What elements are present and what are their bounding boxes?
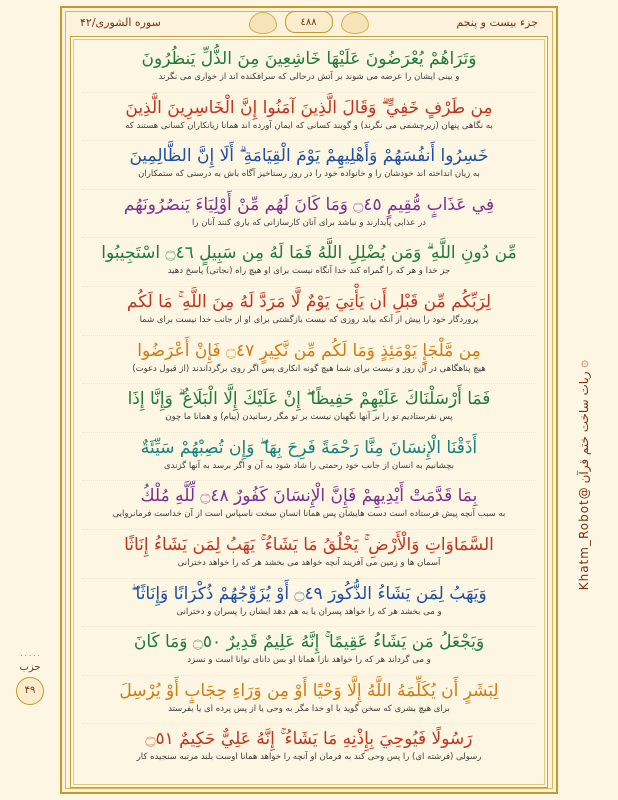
channel-name: ربات ساخت ختم قرآن @Khatm_Robot — [577, 371, 591, 591]
farsi-translation: آسمان ها و زمین می آفریند آنچه خواهد می بخشد هر که را خواهد دخترانی — [177, 557, 441, 568]
farsi-translation: پس نفرستادیم تو را بر آنها نگهبان نیست بر تو مگر رسانیدن (پیام) و همانا ما چون — [165, 412, 453, 423]
quran-line — [82, 481, 536, 530]
farsi-translation: جز خدا و هر که را گمراه کند خدا آنگاه نیست برای او هیچ راه (نجاتی) پاسخ دهید — [167, 266, 451, 277]
farsi-translation: به سبب آنچه پیش فرستاده است دست هایشان پس همانا انسان سخت ناسپاس است از آن خداست فرمانروایی — [112, 509, 506, 520]
arabic-text: وَيَهَبُ لِمَن يَشَاءُ الذُّكُورَ ۝٤٩ أَوْ يُزَوِّجُهُمْ ذُكْرَانًا وَإِنَاثًا ۖ — [131, 583, 487, 604]
farsi-translation: و می بخشد هر که را خواهد پسران یا به هم دهد ایشان را پسران و دخترانی — [176, 606, 442, 617]
hizb-dots: ۰۰۰۰۰ — [19, 651, 41, 660]
quran-line — [82, 579, 536, 628]
page-number: ٤٨٨ — [285, 11, 333, 33]
quran-line — [82, 433, 536, 482]
quran-line — [82, 627, 536, 676]
arabic-text: مِن طَرْفٍ خَفِيٍّ ۗ وَقَالَ الَّذِينَ آمَنُوا إِنَّ الْخَاسِرِينَ الَّذِينَ — [125, 97, 493, 118]
quran-line — [82, 724, 536, 772]
arabic-text: لِرَبِّكُم مِّن قَبْلِ أَن يَأْتِيَ يَوْمٌ لَّا مَرَدَّ لَهُ مِنَ اللَّهِ ۚ مَا لَكُم — [126, 291, 492, 312]
hizb-badge — [4, 650, 56, 705]
arabic-text: لِبَشَرٍ أَن يُكَلِّمَهُ اللَّهُ إِلَّا وَحْيًا أَوْ مِن وَرَاءِ حِجَابٍ أَوْ يُرْسِلَ — [119, 680, 499, 701]
quran-line — [82, 238, 536, 287]
arabic-text: خَسِرُوا أَنفُسَهُمْ وَأَهْلِيهِمْ يَوْمَ الْقِيَامَةِ ۗ أَلَا إِنَّ الظَّالِمِينَ — [129, 146, 489, 167]
farsi-translation: به زیان انداخته اند خودشان را و خانواده خود را در روز رستاخیز آگاه باش به درستی که ستمکاران — [138, 169, 480, 180]
quran-line — [82, 44, 536, 93]
page-number-ornament — [249, 9, 369, 35]
channel-watermark — [576, 360, 604, 590]
farsi-translation: هیچ پناهگاهی در آن روز و نیست برای شما هیچ گونه انکاری پس اگر روی برگرداندند (از قبول دعوت) — [132, 363, 486, 374]
quran-line — [82, 530, 536, 579]
arabic-text: وَيَجْعَلُ مَن يَشَاءُ عَقِيمًا ۚ إِنَّهُ عَلِيمٌ قَدِيرٌ ۝٥٠ وَمَا كَانَ — [133, 632, 485, 653]
quran-line — [82, 287, 536, 336]
arabic-text: السَّمَاوَاتِ وَالْأَرْضِ ۚ يَخْلُقُ مَا يَشَاءُ ۚ يَهَبُ لِمَن يَشَاءُ إِنَاثًا — [124, 534, 494, 555]
farsi-translation: و می گرداند هر که را خواهد نازا همانا او بس دانای توانا است و نسزد — [187, 655, 431, 666]
farsi-translation: در عذابی پایدارند و نباشد برای آنان کارسازانی که یاری کنند آنان را — [192, 217, 426, 228]
arabic-text: فَمَا أَرْسَلْنَاكَ عَلَيْهِمْ حَفِيظًا ۖ إِنْ عَلَيْكَ إِلَّا الْبَلَاغُ ۗ وَإِنَّا إِذَا — [127, 389, 491, 410]
hizb-number: ۴۹ — [16, 677, 44, 705]
mushaf-lines — [74, 42, 544, 784]
farsi-translation: و بینی ایشان را عرضه می شوند بر آتش درحالی که سرافکنده اند از خواری می نگرند — [158, 72, 460, 82]
quran-line — [82, 93, 536, 142]
quran-line — [82, 384, 536, 433]
ornament-right-icon — [341, 12, 369, 34]
page-header — [70, 8, 548, 36]
farsi-translation: پروردگار خود را پیش از آنکه بیاید روزی که نیست بازگشتی برای او از جانب خدا نیست برای شما — [139, 314, 479, 325]
ornament-symbol-icon: ۞ — [576, 360, 591, 368]
arabic-text: وَتَرَاهُمْ يُعْرَضُونَ عَلَيْهَا خَاشِعِينَ مِنَ الذُّلِّ يَنظُرُونَ — [141, 49, 477, 69]
arabic-text: أَذَقْنَا الْإِنسَانَ مِنَّا رَحْمَةً فَرِحَ بِهَا ۖ وَإِن تُصِبْهُمْ سَيِّئَةٌ — [140, 437, 478, 458]
farsi-translation: برای هیچ بشری که سخن گوید با او خدا مگر به وحی یا از پس پرده ای یا بفرستد — [168, 703, 450, 714]
hizb-label: حزب — [19, 662, 41, 674]
arabic-text: مِّن دُونِ اللَّهِ ۗ وَمَن يُضْلِلِ اللَّهُ فَمَا لَهُ مِن سَبِيلٍ ۝٤٦ اسْتَجِيبُوا — [101, 243, 517, 264]
arabic-text: رَسُولًا فَيُوحِيَ بِإِذْنِهِ مَا يَشَاءُ ۚ إِنَّهُ عَلِيٌّ حَكِيمٌ ۝٥١ — [145, 729, 473, 750]
quran-line — [82, 676, 536, 725]
arabic-text: فِي عَذَابٍ مُّقِيمٍ ۝٤٥ وَمَا كَانَ لَهُم مِّنْ أَوْلِيَاءَ يَنصُرُونَهُم — [123, 194, 495, 215]
arabic-text: بِمَا قَدَّمَتْ أَيْدِيهِمْ فَإِنَّ الْإِنسَانَ كَفُورٌ ۝٤٨ لِّلَّهِ مُلْكُ — [140, 486, 478, 507]
arabic-text: مِن مَّلْجَإٍ يَوْمَئِذٍ وَمَا لَكُم مِّن نَّكِيرٍ ۝٤٧ فَإِنْ أَعْرَضُوا — [137, 340, 481, 361]
quran-line — [82, 190, 536, 239]
farsi-translation: به نگاهی پنهان (زیرچشمی می نگرند) و گویند کسانی که ایمان آورده اند همانا زیانکاران کسانی هستند که — [125, 120, 493, 131]
quran-line — [82, 336, 536, 385]
farsi-translation: بچشانیم به انسان از جانب خود رحمتی را شاد شود به آن و اگر برسد به آنها گزندی — [164, 460, 454, 471]
sura-label: سوره الشورى/۴۲ — [80, 15, 161, 29]
juz-label: جزء بیست و پنجم — [456, 15, 538, 29]
quran-line — [82, 141, 536, 190]
farsi-translation: رسولی (فرشته ای) را پس وحی کند به فرمان او آنچه را خواهد همانا اوست بلند مرتبه سنجیده کار — [136, 752, 482, 763]
ornament-left-icon — [249, 12, 277, 34]
